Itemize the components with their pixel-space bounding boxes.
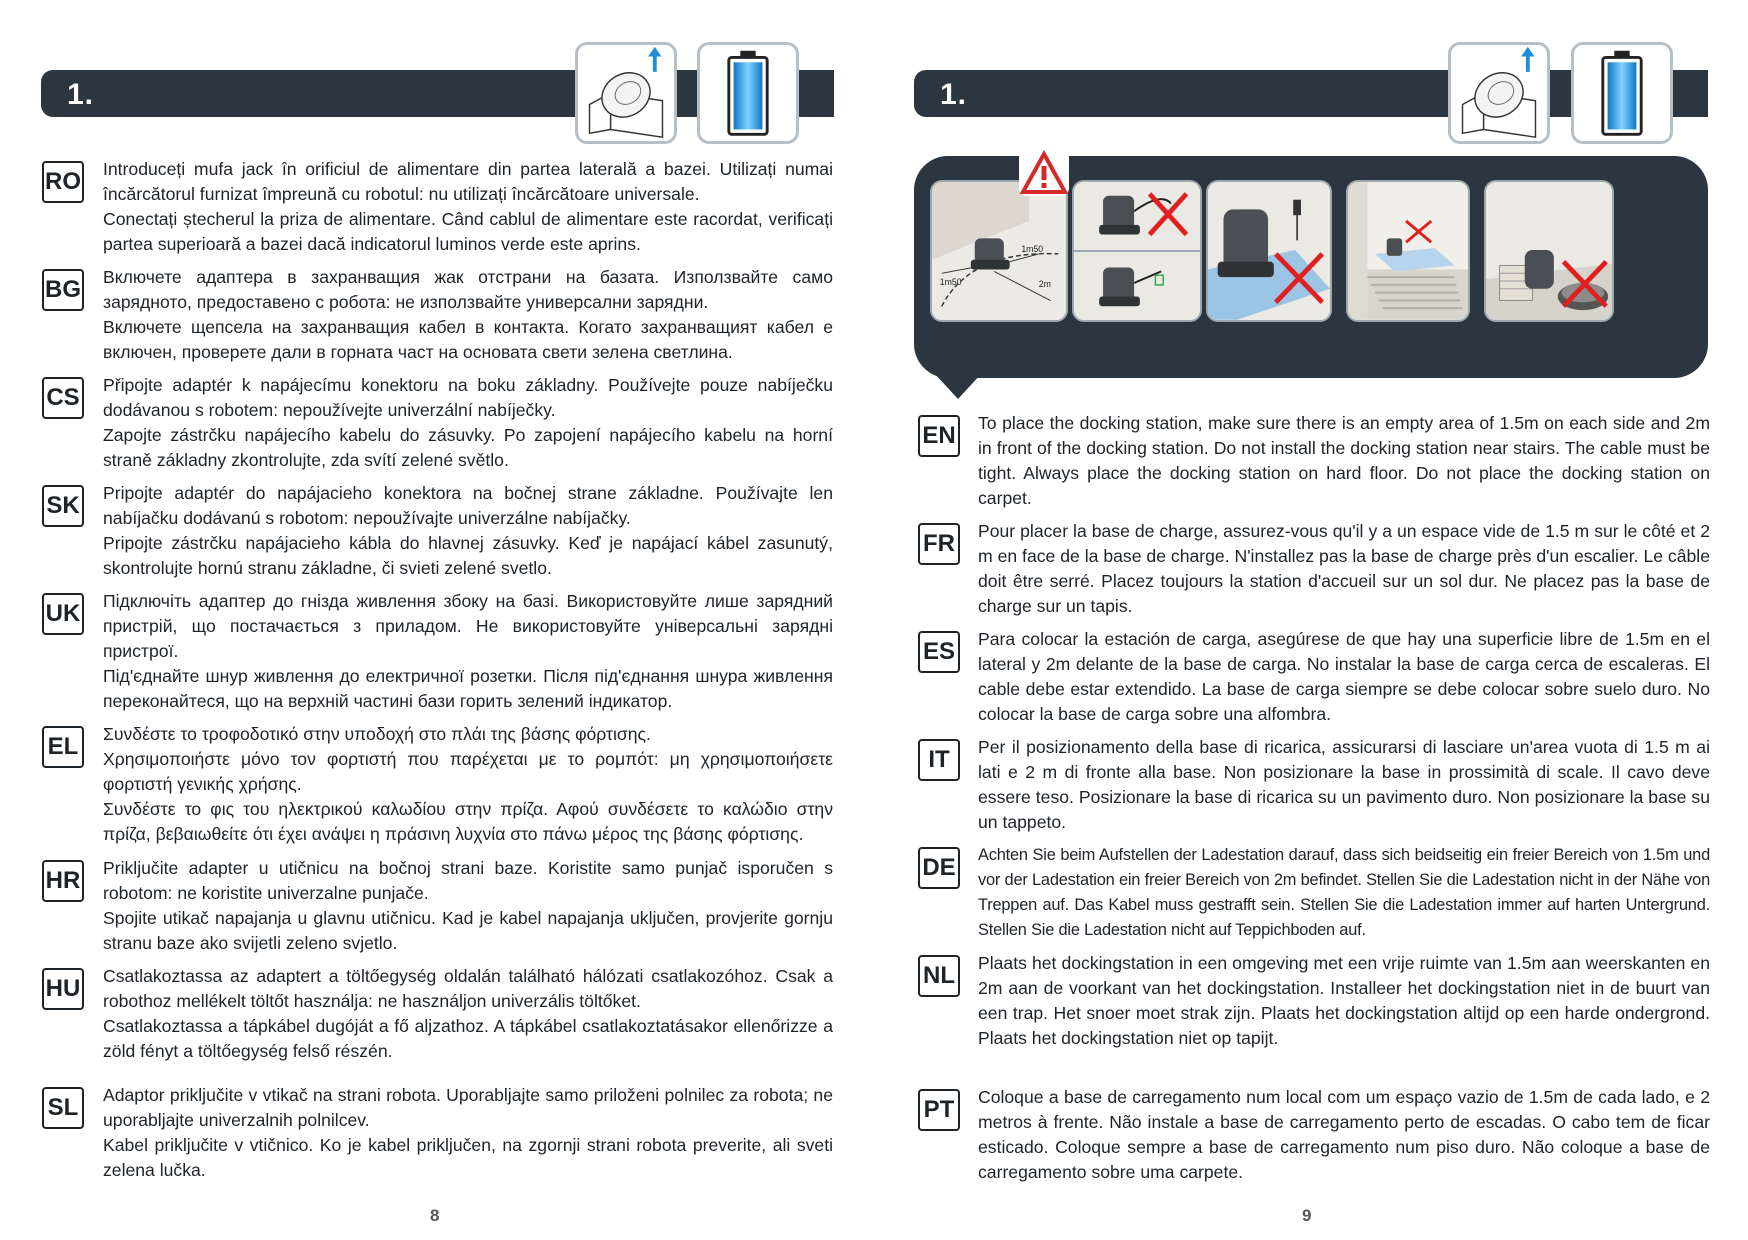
lang-code: DE bbox=[918, 847, 960, 889]
paragraph: Připojte adaptér k napájecímu konektoru na boku základny. Používejte pouze nabíječku dodávanou s robotem: nepoužívejte univerzální nabíječky. bbox=[103, 375, 833, 420]
lang-code: SK bbox=[42, 485, 84, 527]
section-number: 1. bbox=[67, 78, 95, 111]
lang-code: FR bbox=[918, 523, 960, 565]
paragraph: Συνδέστε το φις του ηλεκτρικού καλωδίου στην πρίζα. Αφού συνδέσετε το καλώδιο στην πρίζα, βεβαιωθείτε ότι έχει ανάψει η πράσινη λυχνία στο πάνω μέρος της βάσης φόρτισης. bbox=[103, 799, 833, 844]
stairs-wrong bbox=[1346, 180, 1470, 322]
paragraph: Χρησιμοποιήστε μόνο τον φορτιστή που παρέχεται με το ρομπότ: μη χρησιμοποιήσετε φορτιστή γενικής χρήσης. bbox=[103, 749, 833, 794]
paragraph: Achten Sie beim Aufstellen der Ladestation darauf, dass sich beidseitig ein freier Bereich von 1.5m und vor der Ladestation ein freier Bereich von 2m befindet. Stellen Sie die Ladestation nicht in der Nähe von Treppen auf. Das Kabel muss gestrafft sein. Stellen Sie die Ladestation immer auf harten Untergrund. Stellen Sie die Ladestation nicht auf Teppichboden auf. bbox=[978, 846, 1710, 939]
battery-icon bbox=[1571, 42, 1673, 144]
callout-pointer bbox=[934, 373, 982, 399]
paragraph: Включете щепсела на захранващия кабел в контакта. Когато захранващият кабел е включен, проверете дали в горната част на основата свети зелена светлина. bbox=[103, 317, 833, 362]
paragraph: Під'єднайте шнур живлення до електричної розетки. Після під'єднання шнура живлення переконайтеся, що на верхній частині бази горить зелений індикатор. bbox=[103, 666, 833, 711]
lang-text bbox=[103, 157, 833, 257]
paragraph: Csatlakoztassa a tápkábel dugóját a fő aljzathoz. A tápkábel csatlakoztatásakor ellenőrizze a zöld fényt a töltőegység felső részén. bbox=[103, 1016, 833, 1061]
cable-wrong bbox=[1072, 180, 1202, 322]
lang-code: EL bbox=[42, 726, 84, 768]
paragraph: Coloque a base de carregamento num local com um espaço vazio de 1.5m de cada lado, e 2 metros à frente. Não instale a base de carregamento perto de escadas. O cabo tem de ficar esticado. Coloque sempre a base de carregamento num piso duro. Não coloque a base de carregamento sobre uma carpete. bbox=[978, 1087, 1710, 1182]
clearance-diagram bbox=[930, 180, 1068, 322]
paragraph: Підключіть адаптер до гнізда живлення збоку на базі. Використовуйте лише зарядний пристрій, що постачається з приладом. Не використовуйте універсальні зарядні пристрої. bbox=[103, 591, 833, 661]
paragraph: Zapojte zástrčku napájecího kabelu do zásuvky. Po zapojení napájecího kabelu na horní straně základny zkontrolujte, zda svítí zelené světlo. bbox=[103, 425, 833, 470]
battery-icon bbox=[697, 42, 799, 144]
carpet-wrong bbox=[1206, 180, 1332, 322]
paragraph: Csatlakoztassa az adaptert a töltőegység oldalán található hálózati csatlakozóhoz. Csak a robothoz mellékelt töltőt használja: ne használjon univerzális töltőket. bbox=[103, 966, 833, 1011]
paragraph: Adaptor priključite v vtikač na strani robota. Uporabljajte samo priloženi polnilec za robota; ne uporabljajte univerzalnih polnilcev. bbox=[103, 1085, 833, 1130]
robot-box-icon bbox=[575, 42, 677, 144]
lang-code: HU bbox=[42, 968, 84, 1010]
lang-text bbox=[103, 373, 833, 473]
label-1m50-b: 1m50 bbox=[1021, 243, 1044, 254]
lang-code: SL bbox=[42, 1087, 84, 1129]
lang-text bbox=[978, 951, 1710, 1051]
lang-text bbox=[978, 735, 1710, 835]
section-number: 1. bbox=[940, 78, 968, 111]
lang-text bbox=[103, 1083, 833, 1183]
lang-text bbox=[103, 964, 833, 1064]
label-2m: 2m bbox=[1038, 278, 1051, 289]
page-number: 8 bbox=[430, 1206, 440, 1225]
lang-text bbox=[978, 1085, 1710, 1185]
paragraph: Pripojte adaptér do napájacieho konektora na bočnej strane základne. Používajte len nabíjačku dodávanú s robotom: nepoužívajte univerzálne nabíjačky. bbox=[103, 483, 833, 528]
lang-text bbox=[978, 843, 1710, 943]
lang-code: IT bbox=[918, 739, 960, 781]
lang-text bbox=[978, 627, 1710, 727]
page-number: 9 bbox=[1302, 1206, 1312, 1225]
lang-code: BG bbox=[42, 269, 84, 311]
lang-text bbox=[103, 856, 833, 956]
lang-text bbox=[103, 265, 833, 365]
paragraph: Συνδέστε το τροφοδοτικό στην υποδοχή στο πλάι της βάσης φόρτισης. bbox=[103, 724, 651, 744]
robot-box-icon bbox=[1448, 42, 1550, 144]
lang-text bbox=[103, 589, 833, 714]
paragraph: Pour placer la base de charge, assurez-vous qu'il y a un espace vide de 1.5 m sur le côté et 2 m en face de la base de charge. N'installez pas la base de charge près d'un escalier. Le câble doit être serré. Placez toujours la station d'accueil sur un sol dur. Ne placez pas la base de charge sur un tapis. bbox=[978, 521, 1710, 616]
lang-code: UK bbox=[42, 593, 84, 635]
lang-code: EN bbox=[918, 415, 960, 457]
label-1m50-a: 1m50 bbox=[939, 276, 962, 287]
paragraph: To place the docking station, make sure there is an empty area of 1.5m on each side and 2m in front of the docking station. Do not install the docking station near stairs. The cable must be tight. Always place the docking station on hard floor. Do not place the docking station on carpet. bbox=[978, 413, 1710, 508]
right-page bbox=[874, 0, 1748, 1240]
paragraph: Plaats het dockingstation in een omgeving met een vrije ruimte van 1.5m aan weerskanten en 2m aan de voorkant van het dockingstation. Installeer het dockingstation niet in de buurt van een trap. Het snoer moet strak zijn. Plaats het dockingstation altijd op een harde ondergrond. Plaats het dockingstation niet op tapijt. bbox=[978, 953, 1710, 1048]
paragraph: Pripojte zástrčku napájacieho kábla do hlavnej zásuvky. Keď je napájací kábel zasunutý, skontrolujte hornú stranu základne, či svieti zelené svetlo. bbox=[103, 533, 833, 578]
paragraph: Priključite adapter u utičnicu na bočnoj strani baze. Koristite samo punjač isporučen s robotom: ne koristite univerzalne punjače. bbox=[103, 858, 833, 903]
paragraph: Per il posizionamento della base di ricarica, assicurarsi di lasciare un'area vuota di 1.5 m ai lati e 2 m di fronte alla base. Non posizionare la base in prossimità di scale. Il cavo deve essere teso. Posizionare la base di ricarica su un pavimento duro. Non posizionare la base su un tappeto. bbox=[978, 737, 1710, 832]
docking-illustration bbox=[914, 156, 1708, 378]
lang-code: NL bbox=[918, 955, 960, 997]
paragraph: Kabel priključite v vtičnico. Ko je kabel priključen, na zgornji strani robota preverite, ali sveti zelena lučka. bbox=[103, 1135, 833, 1180]
lang-code: RO bbox=[42, 161, 84, 203]
paragraph: Включете адаптера в захранващия жак отстрани на базата. Използвайте само зарядното, предоставено с робота: не използвайте универсални зарядни. bbox=[103, 267, 833, 312]
paragraph: Conectați ștecherul la priza de alimentare. Când cablul de alimentare este racordat, verificați partea superioară a bazei dacă indicatorul luminos verde este aprins. bbox=[103, 209, 833, 254]
lang-code: PT bbox=[918, 1089, 960, 1131]
lang-text bbox=[978, 411, 1710, 511]
lang-text bbox=[103, 481, 833, 581]
lang-code: ES bbox=[918, 631, 960, 673]
warning-icon bbox=[1019, 150, 1069, 196]
lang-code: CS bbox=[42, 377, 84, 419]
lang-code: HR bbox=[42, 860, 84, 902]
paragraph: Spojite utikač napajanja u glavnu utičnicu. Kad je kabel napajanja uključen, provjerite gornju stranu baze ako svijetli zeleno svjetlo. bbox=[103, 908, 833, 953]
lang-text bbox=[978, 519, 1710, 619]
obstacle-wrong bbox=[1484, 180, 1614, 322]
paragraph: Para colocar la estación de carga, asegúrese de que hay una superficie libre de 1.5m en el lateral y 2m delante de la base de carga. No instalar la base de carga cerca de escaleras. El cable debe estar extendido. La base de carga siempre se debe colocar sobre suelo duro. No colocar la base de carga sobre una alfombra. bbox=[978, 629, 1710, 724]
lang-text bbox=[103, 722, 833, 847]
paragraph: Introduceți mufa jack în orificiul de alimentare din partea laterală a bazei. Utilizați numai încărcătorul furnizat împreună cu robotul: nu utilizați încărcătoare universale. bbox=[103, 159, 833, 204]
